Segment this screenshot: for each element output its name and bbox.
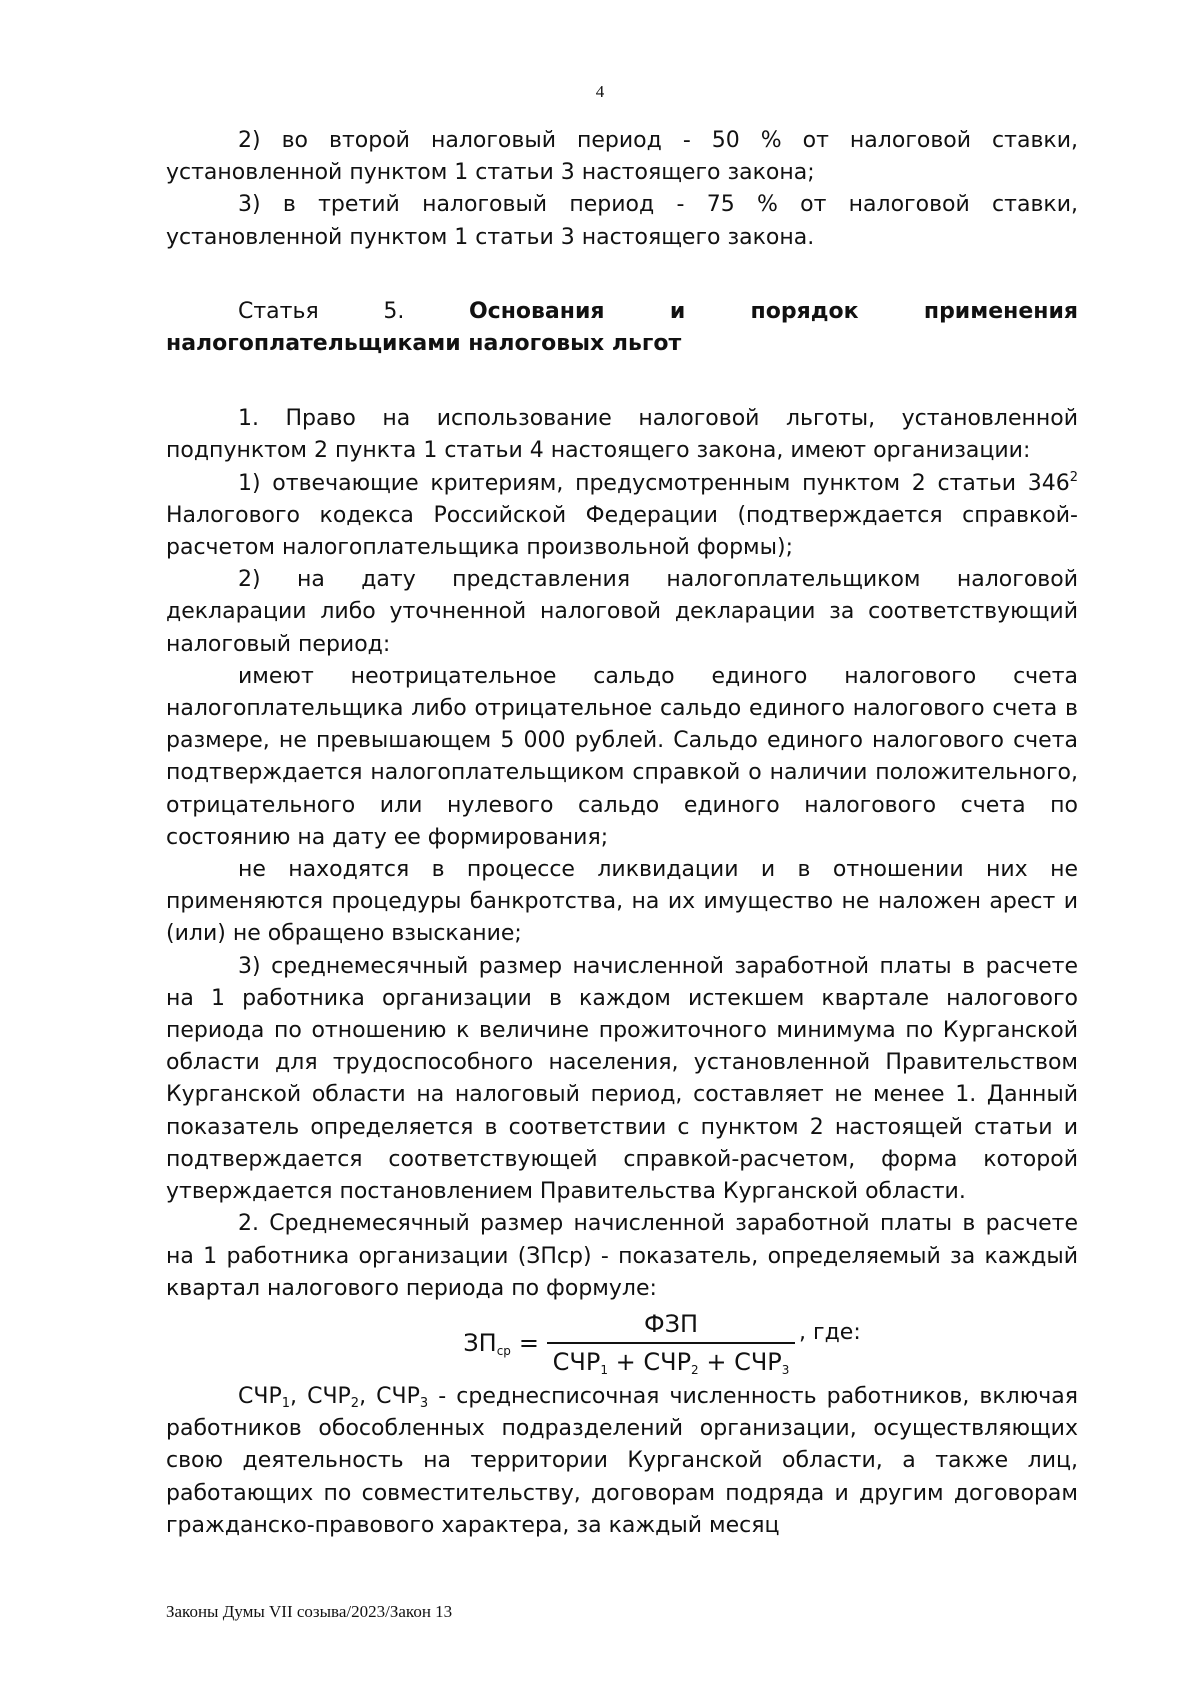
paragraph-text: 1) отвечающие критериям, предусмотренным пунктом 2 статьи 346	[238, 470, 1070, 496]
denominator-subscript: 3	[781, 1362, 790, 1377]
superscript: 2	[1069, 469, 1078, 485]
paragraph	[166, 1381, 1078, 1542]
paragraph: 3) в третий налоговый период - 75 % от налоговой ставки, установленной пунктом 1 статьи 3 настоящего закона.	[166, 192, 1078, 250]
plus-sign: +	[607, 1347, 644, 1376]
paragraph: 2. Среднемесячный размер начисленной заработной платы в расчете на 1 работника организации (ЗПср) - показатель, определяемый за каждый квартал налогового периода по формуле:	[166, 1211, 1078, 1301]
document-body	[166, 125, 1078, 1542]
fraction-denominator	[553, 1344, 790, 1378]
paragraph: 2) на дату представления налогоплательщиком налоговой декларации либо уточненной налоговой декларации за соответствующий налоговый период:	[166, 567, 1078, 657]
article-title: Основания и порядок применения налогоплательщиками налоговых льгот	[166, 298, 1078, 357]
denominator-term: СЧР	[643, 1347, 692, 1376]
denominator-term: СЧР	[552, 1347, 601, 1376]
page-number: 4	[595, 82, 605, 101]
plus-sign: +	[698, 1347, 735, 1376]
article-prefix: Статья 5.	[238, 298, 469, 324]
paragraph	[166, 468, 1078, 565]
formula-equals: =	[518, 1328, 540, 1357]
variable-subscript: 3	[419, 1395, 429, 1411]
paragraph: 2) во второй налоговый период - 50 % от налоговой ставки, установленной пунктом 1 статьи 3 настоящего закона;	[166, 128, 1078, 186]
article-heading	[166, 296, 1078, 360]
formula	[166, 1305, 1078, 1381]
variable: СЧР	[238, 1383, 282, 1409]
formula-lhs-subscript: ср	[496, 1343, 511, 1358]
formula-lhs	[463, 1327, 511, 1359]
denominator-subscript: 2	[691, 1362, 699, 1377]
formula-lhs-symbol: ЗП	[463, 1328, 497, 1357]
fraction-numerator: ФЗП	[643, 1309, 699, 1338]
paragraph: имеют неотрицательное сальдо единого налогового счета налогоплательщика либо отрицательное сальдо единого налогового счета в размере, не превышающем 5 000 рублей. Сальдо единого налогового счета подтверждается налогоплательщиком справкой о наличии положительного, отрицательного или нулевого сальдо единого налогового счета по состоянию на дату ее формирования;	[166, 663, 1078, 850]
paragraph: 1. Право на использование налоговой льготы, установленной подпунктом 2 пункта 1 статьи 4 настоящего закона, имеют организации:	[166, 406, 1078, 464]
formula-fraction	[547, 1308, 795, 1378]
variable-subscript: 2	[350, 1395, 360, 1411]
paragraph: не находятся в процессе ликвидации и в отношении них не применяются процедуры банкротства, на их имущество не наложен арест и (или) не обращено взыскание;	[166, 857, 1078, 947]
separator: ,	[290, 1383, 308, 1409]
separator: ,	[359, 1383, 377, 1409]
variable: СЧР	[307, 1383, 351, 1409]
footer: Законы Думы VII созыва/2023/Закон 13	[166, 1602, 453, 1621]
paragraph-text: - среднесписочная численность работников, включая работников обособленных подразделений организации, осуществляющих свою деятельность на территории Курганской области, а также лиц, работающих по совместительству, договорам подряда и другим договорам гражданско-правового характера, за каждый месяц	[166, 1383, 1078, 1538]
formula-where: , где:	[799, 1319, 861, 1345]
denominator-term: СЧР	[734, 1347, 782, 1376]
paragraph: 3) среднемесячный размер начисленной заработной платы в расчете на 1 работника организации в каждом истекшем квартале налогового периода по отношению к величине прожиточного минимума по Курганской области для трудоспособного населения, установленной Правительством Курганской области на налоговый период, составляет не менее 1. Данный показатель определяется в соответствии с пунктом 2 настоящей статьи и подтверждается соответствующей справкой-расчетом, форма которой утверждается постановлением Правительства Курганской области.	[166, 953, 1078, 1205]
paragraph-text: Налогового кодекса Российской Федерации (подтверждается справкой-расчетом налогоплательщика произвольной формы);	[166, 502, 1078, 561]
variable: СЧР	[376, 1383, 420, 1409]
variable-subscript: 1	[281, 1395, 290, 1411]
denominator-subscript: 1	[600, 1362, 608, 1377]
